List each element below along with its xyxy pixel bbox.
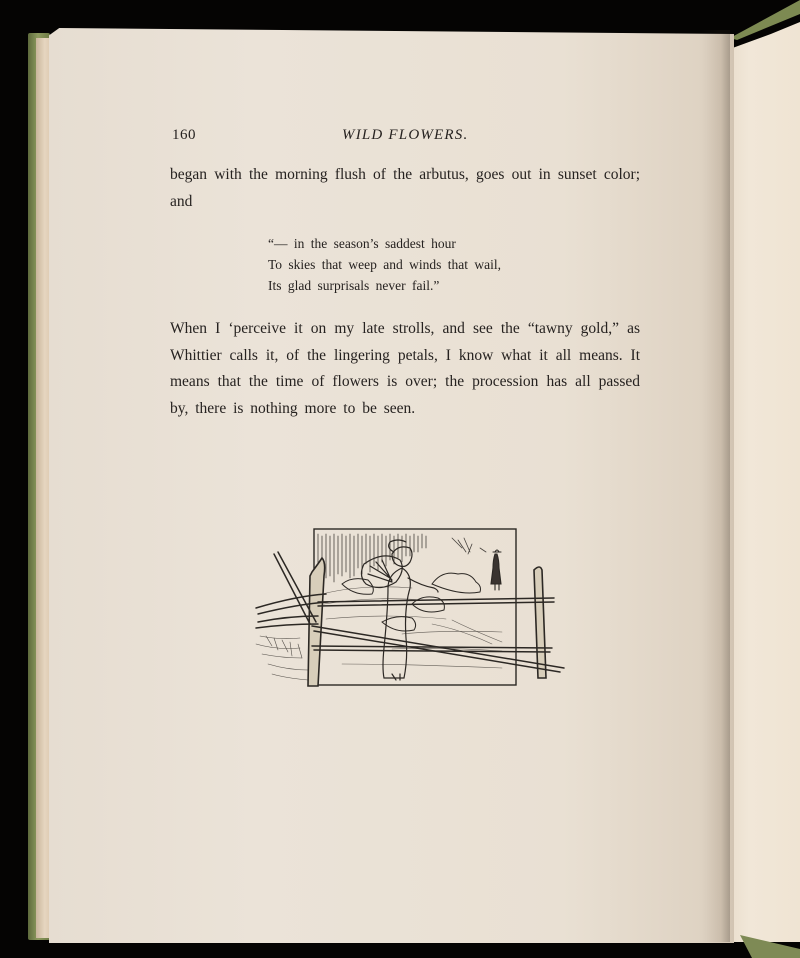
poem-line: Its glad surprisals never fail.”	[268, 278, 440, 293]
poem-line: To skies that weep and winds that wail,	[268, 257, 502, 272]
running-head-title: WILD FLOWERS.	[342, 127, 469, 143]
running-head	[170, 120, 640, 148]
page-content	[170, 120, 640, 422]
poem-quote	[268, 233, 640, 296]
paragraph-2: When I ‘perceive it on my late strolls, and see the “tawny gold,” as Whittier calls it, of the lingering petals, I know what it all means. It means that the time of flowers is over; the procession has all passed by, there is nothing more to be seen.	[170, 320, 640, 417]
paragraph-1: began with the morning flush of the arbutus, goes out in sunset color; and	[170, 166, 640, 210]
gutter-shadow	[700, 30, 730, 942]
facing-page	[727, 22, 800, 942]
poem-line: “— in the season’s saddest hour	[268, 236, 456, 251]
page-number: 160	[172, 127, 196, 143]
engraving-illustration	[252, 524, 570, 690]
